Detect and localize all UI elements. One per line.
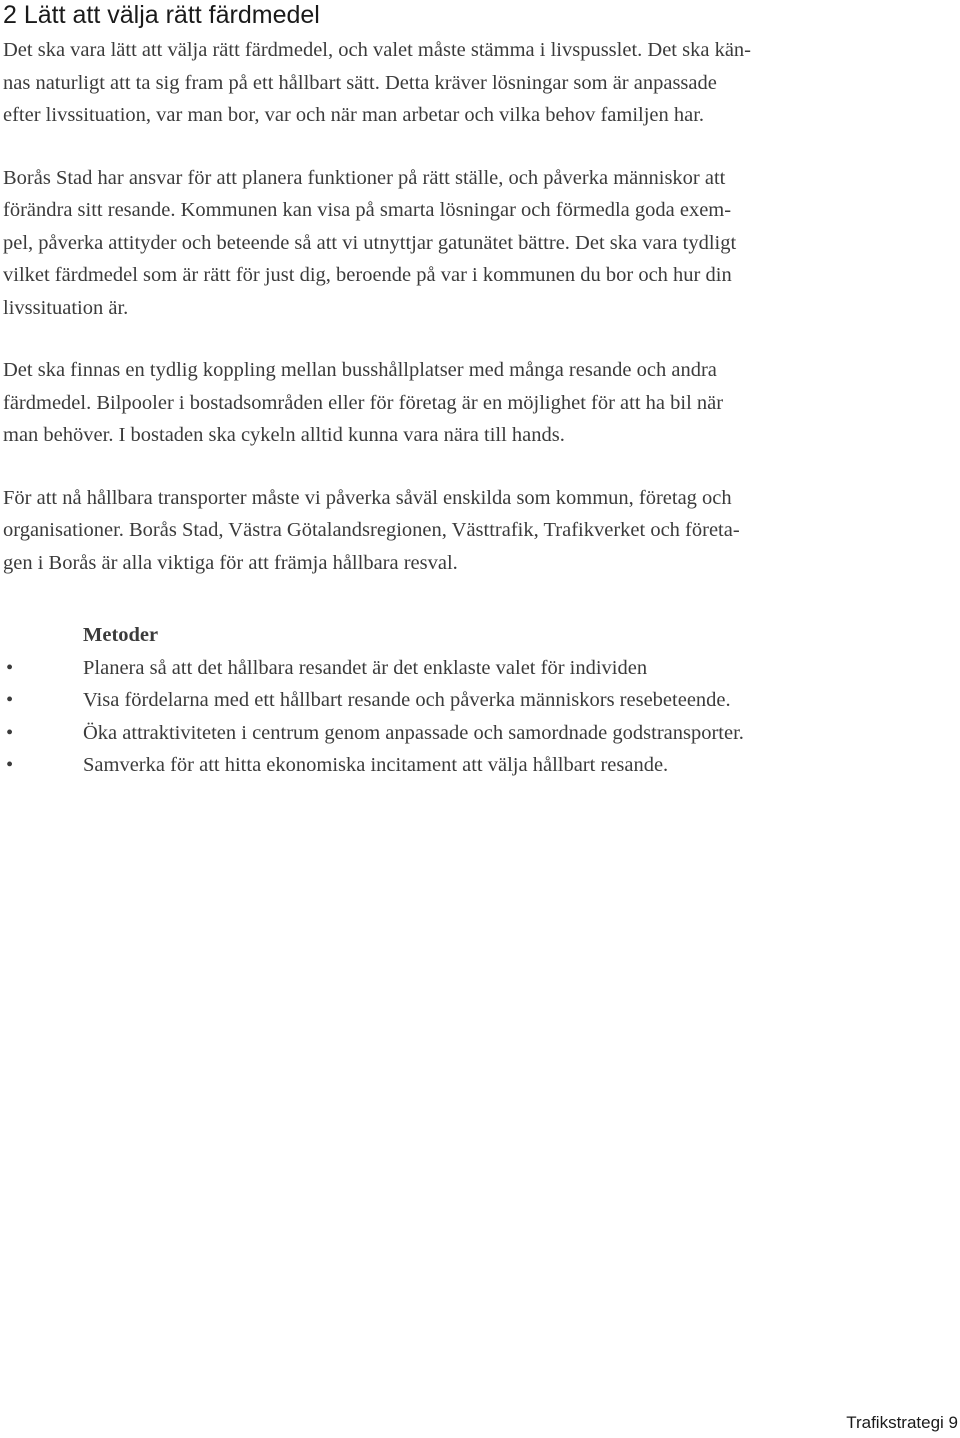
paragraph (3, 354, 943, 452)
text-line: pel, påverka attityder och beteende så att vi utnyttjar gatunätet bättre. Det ska vara tydligt (3, 231, 737, 254)
bullet-icon: • (6, 656, 14, 679)
text-line: gen i Borås är alla viktiga för att främja hållbara resval. (3, 551, 458, 574)
body-text (3, 34, 943, 579)
list-item-text: Planera så att det hållbara resandet är det enklaste valet för individen (83, 656, 648, 679)
list-item-text: Samverka för att hitta ekonomiska incitament att välja hållbart resande. (83, 754, 669, 776)
page-footer: Trafikstrategi 9 (846, 1413, 958, 1432)
text-line: nas naturligt att ta sig fram på ett hållbart sätt. Detta kräver lösningar som är anpassade (3, 71, 717, 94)
bullet-icon: • (6, 689, 14, 711)
paragraph-gap (3, 452, 943, 482)
paragraph (3, 162, 943, 325)
text-line: För att nå hållbara transporter måste vi påverka såväl enskilda som kommun, företag och (3, 486, 732, 509)
bullet-icon: • (6, 754, 14, 776)
text-line: organisationer. Borås Stad, Västra Götalandsregionen, Västtrafik, Trafikverket och företa- (3, 519, 740, 541)
paragraph-gap (3, 132, 943, 162)
paragraph (3, 482, 943, 580)
text-line: man behöver. I bostaden ska cykeln alltid kunna vara nära till hands. (3, 424, 565, 446)
text-line: färdmedel. Bilpooler i bostadsområden eller för företag är en möjlighet för att ha bil när (3, 391, 724, 414)
bullet-icon: • (6, 721, 14, 744)
paragraph-gap (3, 324, 943, 354)
text-line: förändra sitt resande. Kommunen kan visa på smarta lösningar och förmedla goda exem- (3, 199, 732, 221)
text-line: Det ska finnas en tydlig koppling mellan busshållplatser med många resande och andra (3, 359, 717, 381)
text-line: efter livssituation, var man bor, var och när man arbetar och vilka behov familjen har. (3, 104, 705, 126)
text-line: Borås Stad har ansvar för att planera funktioner på rätt ställe, och påverka människor att (3, 166, 726, 189)
paragraph (3, 34, 943, 132)
methods-title: Metoder (83, 624, 159, 646)
text-line: vilket färdmedel som är rätt för just dig, beroende på var i kommunen du bor och hur din (3, 264, 732, 286)
text-line: Det ska vara lätt att välja rätt färdmedel, och valet måste stämma i livspusslet. Det ska kän- (3, 39, 751, 61)
list-item-text: Öka attraktiviteten i centrum genom anpassade och samordnade godstransporter. (83, 721, 744, 744)
text-line: livssituation är. (3, 296, 129, 319)
list-item-text: Visa fördelarna med ett hållbart resande och påverka människors resebeteende. (83, 689, 731, 711)
section-heading: 2 Lätt att välja rätt färdmedel (3, 1, 320, 29)
